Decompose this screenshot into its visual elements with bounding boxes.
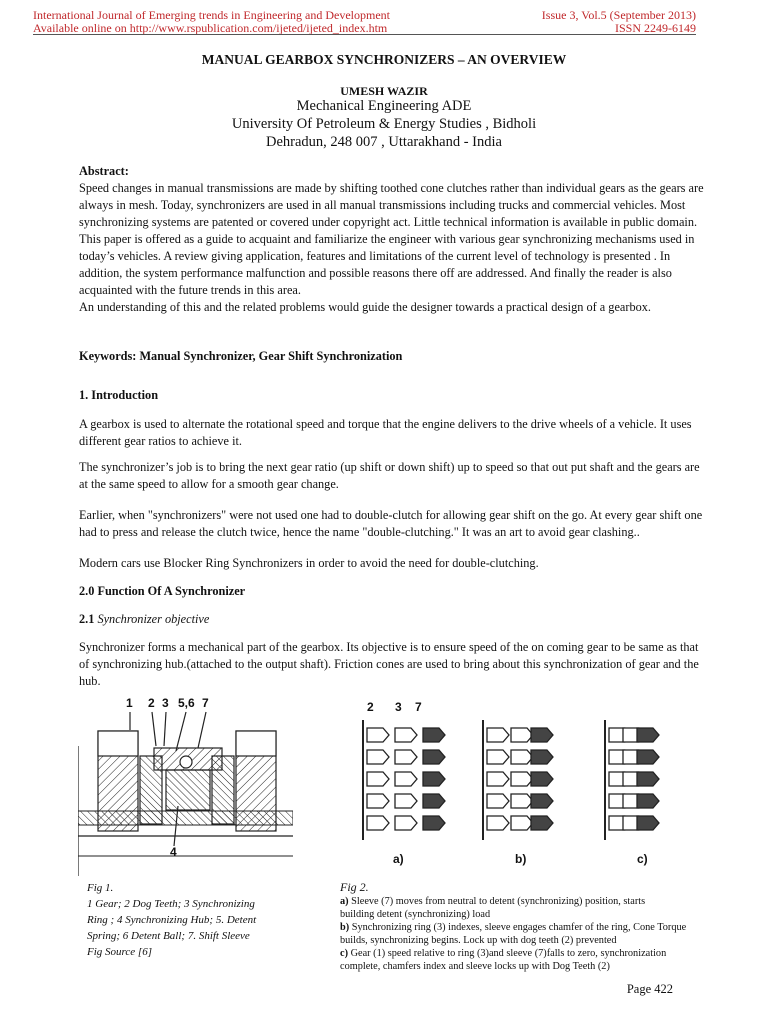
intro-para-2: The synchronizer’s job is to bring the next gear ratio (up shift or down shift) up to speed so that out put shaft and the gears are at the same speed to allow for a smooth gear change. (79, 460, 700, 491)
figure-1 (78, 696, 293, 876)
tooth-2-1-2 (637, 750, 659, 764)
fig2-label-7: 7 (415, 700, 422, 714)
fig1-caption-line: Spring; 6 Detent Ball; 7. Shift Sleeve (87, 930, 250, 942)
section-2-para-1: Synchronizer forms a mechanical part of the gearbox. Its objective is to ensure speed of the on coming gear to be same as that of synchronizing hub.(attached to the output shaft). Friction cones are used to bring about this synchronization of gear and the hub. (79, 640, 699, 688)
fig2-text-c2: complete, chamfers index and sleeve locks up with Dog Teeth (2) (340, 961, 610, 972)
fig1-label-1: 1 (126, 696, 133, 710)
tooth-0-0-0 (367, 728, 389, 742)
fig1-label-7: 7 (202, 696, 209, 710)
author-name: UMESH WAZIR (340, 84, 428, 98)
tooth-0-0-2 (423, 728, 445, 742)
tooth-0-3-2 (423, 794, 445, 808)
tooth-0-1-1 (395, 750, 417, 764)
section-2-heading: 2.0 Function Of A Synchronizer (79, 584, 246, 598)
fig2-key-a: a) (340, 896, 349, 907)
subsection-title: Synchronizer objective (97, 612, 210, 626)
fig1-label-4: 4 (170, 845, 177, 859)
fig2-text-b: Synchronizing ring (3) indexes, sleeve engages chamfer of the ring, Cone Torque (351, 922, 687, 933)
page-number: Page 422 (626, 982, 673, 996)
fig2-label-3: 3 (395, 700, 402, 714)
tooth-0-2-2 (423, 772, 445, 786)
fig2-key-c: c) (340, 948, 348, 959)
tooth-1-0-1 (511, 728, 533, 742)
tooth-1-0-0 (487, 728, 509, 742)
abstract-heading: Abstract: (79, 164, 129, 178)
tooth-0-0-1 (395, 728, 417, 742)
online-link[interactable]: Available online on http://www.rspublication.com/ijeted/ijeted_index.htm (33, 21, 388, 35)
fig2-panel-a: a) (393, 852, 404, 866)
author-dept: Mechanical Engineering ADE (296, 98, 472, 114)
section-1-heading: 1. Introduction (79, 388, 159, 402)
tooth-1-3-1 (511, 794, 533, 808)
tooth-0-3-1 (395, 794, 417, 808)
tooth-0-4-2 (423, 816, 445, 830)
intro-para-4: Modern cars use Blocker Ring Synchronizers in order to avoid the need for double-clutching. (79, 556, 539, 570)
subsection-number: 2.1 (79, 612, 95, 626)
tooth-1-1-2 (531, 750, 553, 764)
fig2-panel-c: c) (637, 852, 648, 866)
fig1-label-3: 3 (162, 696, 169, 710)
tooth-1-0-2 (531, 728, 553, 742)
tooth-0-2-0 (367, 772, 389, 786)
tooth-2-3-2 (637, 794, 659, 808)
fig1-label-5-6: 5,6 (178, 696, 195, 710)
tooth-1-4-0 (487, 816, 509, 830)
issue-info: Issue 3, Vol.5 (September 2013) (541, 8, 696, 22)
fig2-panel-b: b) (515, 852, 527, 866)
keywords: Keywords: Manual Synchronizer, Gear Shift Synchronization (79, 349, 403, 363)
tooth-0-1-2 (423, 750, 445, 764)
fig2-text-a: Sleeve (7) moves from neutral to detent (synchronizing) position, starts (351, 896, 646, 907)
tooth-0-1-0 (367, 750, 389, 764)
author-address: Dehradun, 248 007 , Uttarakhand - India (266, 134, 502, 150)
tooth-1-1-0 (487, 750, 509, 764)
author-univ: University Of Petroleum & Energy Studies , Bidholi (231, 116, 537, 132)
fig1-caption (87, 880, 256, 960)
tooth-0-4-1 (395, 816, 417, 830)
fig1-caption-title: Fig 1. (87, 882, 114, 894)
journal-name: International Journal of Emerging trends in Engineering and Development (33, 8, 391, 22)
tooth-2-0-2 (637, 728, 659, 742)
synchronizing-stages-drawing (355, 700, 665, 850)
subsection-2-1 (79, 611, 705, 628)
fig2-label-2: 2 (367, 700, 374, 714)
tooth-1-4-1 (511, 816, 533, 830)
tooth-0-4-0 (367, 816, 389, 830)
intro-para-3: Earlier, when "synchronizers" were not used one had to double-clutch for allowing gear shift on the go. At every gear shift one had to press and release the clutch twice, hence the name "double-clutching." It was an art to avoid gear clashing.. (79, 508, 703, 539)
fig2-caption (340, 880, 686, 973)
tooth-1-4-2 (531, 816, 553, 830)
abstract (79, 163, 705, 316)
synchronizer-cross-section-drawing (78, 696, 293, 876)
tooth-2-4-2 (637, 816, 659, 830)
paper-title: MANUAL GEARBOX SYNCHRONIZERS – AN OVERVIEW (201, 52, 567, 67)
abstract-para-2: This paper is offered as a guide to acquaint and familiarize the engineer with various gear synchronizing mechanisms used in today’s vehicles. A review giving application, features and limitations of the current level of technology is presented . In addition, the system performance malfunction and possible reasons there off are addressed. And finally the reader is also acquainted with the future trends in this area. (79, 232, 695, 297)
abstract-para-1: Speed changes in manual transmissions are made by shifting toothed cone clutches rather than individual gears as the gears are always in mesh. Today, synchronizers are used in all manual transmissions including trucks and commercial vehicles. Most synchronizing systems are patented or covered under copyright act. Little technical information is available in public domain. (79, 181, 704, 229)
fig2-text-b2: builds, synchronizing begins. Lock up with dog teeth (2) prevented (340, 935, 617, 946)
header-rule (33, 34, 696, 35)
fig1-caption-line: Fig Source [6] (87, 946, 152, 958)
figure-2 (355, 700, 665, 870)
tooth-1-2-2 (531, 772, 553, 786)
tooth-0-2-1 (395, 772, 417, 786)
tooth-0-3-0 (367, 794, 389, 808)
tooth-1-1-1 (511, 750, 533, 764)
tooth-1-3-2 (531, 794, 553, 808)
fig1-label-2: 2 (148, 696, 155, 710)
abstract-para-3: An understanding of this and the related problems would guide the designer towards a practical design of a gearbox. (79, 300, 651, 314)
tooth-2-2-2 (637, 772, 659, 786)
issn: ISSN 2249-6149 (614, 21, 696, 35)
fig2-caption-title: Fig 2. (340, 880, 369, 894)
fig1-caption-line: 1 Gear; 2 Dog Teeth; 3 Synchronizing (87, 898, 255, 910)
tooth-1-3-0 (487, 794, 509, 808)
fig1-caption-line: Ring ; 4 Synchronizing Hub; 5. Detent (87, 914, 257, 926)
fig2-key-b: b) (340, 922, 350, 933)
tooth-1-2-0 (487, 772, 509, 786)
fig2-text-c: Gear (1) speed relative to ring (3)and sleeve (7)falls to zero, synchronization (350, 948, 667, 959)
fig2-text-a2: building detent (synchronizing) load (340, 909, 491, 920)
tooth-1-2-1 (511, 772, 533, 786)
intro-para-1: A gearbox is used to alternate the rotational speed and torque that the engine delivers to the drive wheels of a vehicle. It uses different gear ratios to achieve it. (79, 417, 692, 448)
